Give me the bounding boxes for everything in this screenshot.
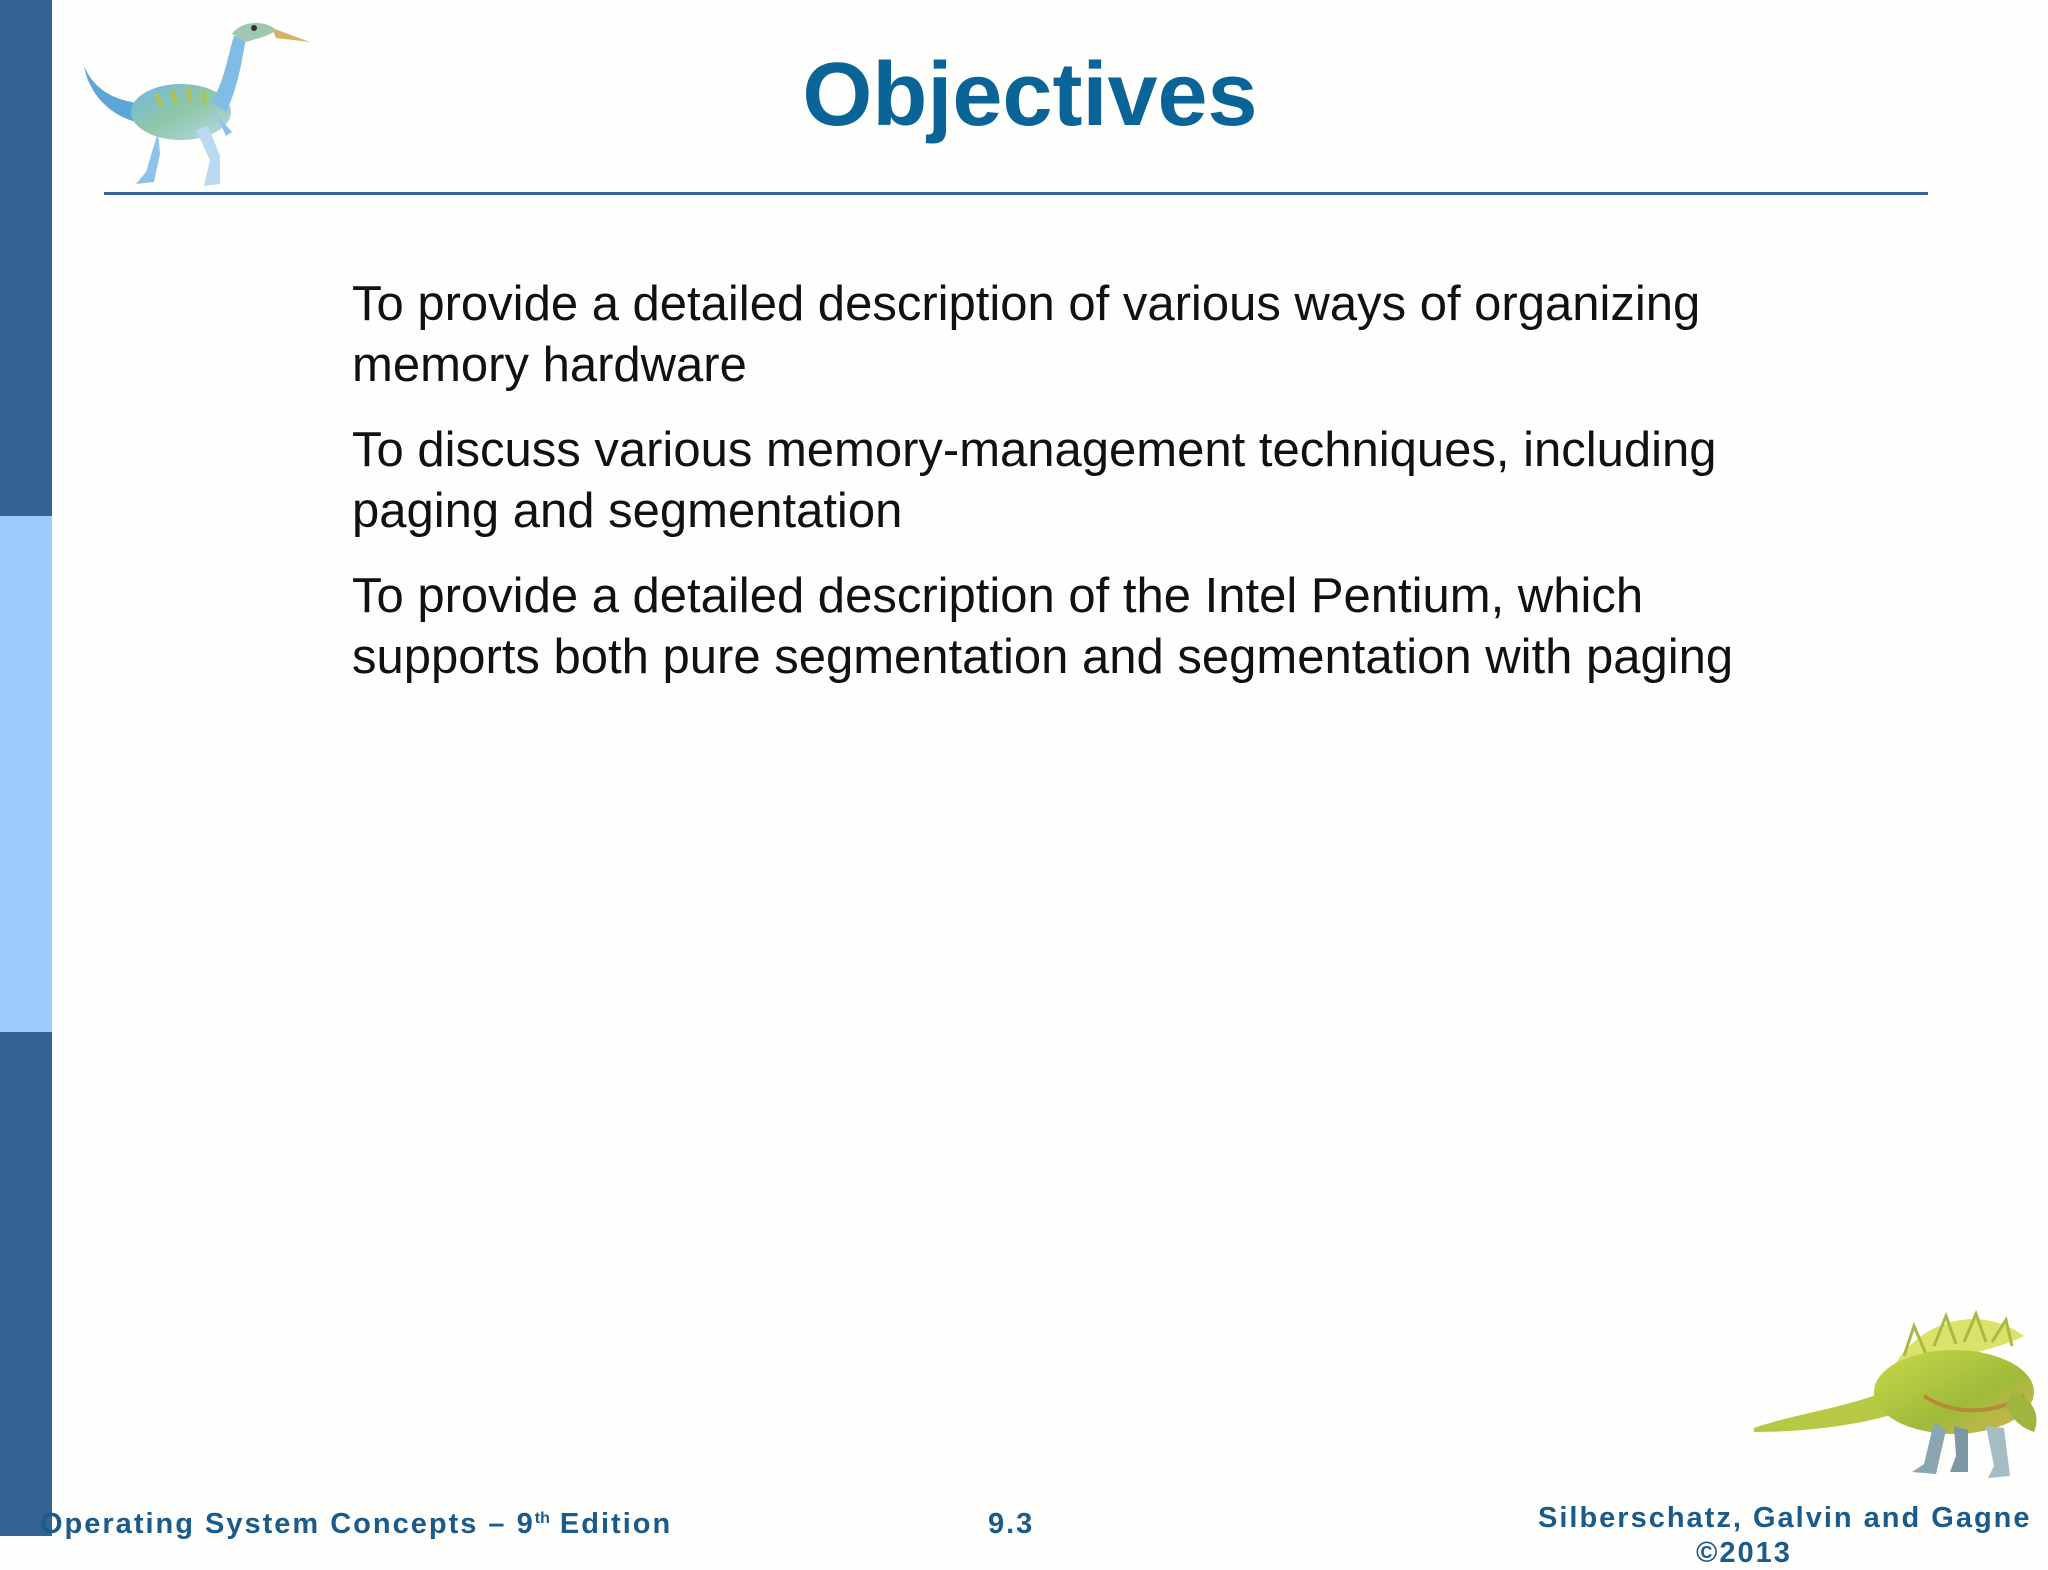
dinosaur-icon — [76, 14, 316, 190]
footer-copyright: ©2013 — [1696, 1537, 1792, 1569]
footer-authors — [1538, 1502, 2032, 1570]
sidebar-band-bottom — [0, 1032, 52, 1536]
list-item: To discuss various memory-management techniques, including paging and segmentation — [352, 423, 1717, 538]
objectives-list — [352, 274, 1752, 712]
sidebar-band-middle — [0, 516, 52, 1032]
page-title: Objectives — [802, 45, 1258, 145]
footer-book-title-prefix: Operating System Concepts – 9 — [40, 1508, 535, 1540]
title-divider — [104, 192, 1928, 195]
list-item: To provide a detailed description of various ways of organizing memory hardware — [352, 277, 1701, 392]
footer-book-title — [40, 1508, 672, 1541]
slide-number: 9.3 — [988, 1508, 1035, 1540]
footer-authors-names: Silberschatz, Galvin and Gagne — [1538, 1502, 2032, 1534]
stegosaurus-icon — [1754, 1296, 2044, 1496]
list-item: To provide a detailed description of the Intel Pentium, which supports both pure segmentation and segmentation with paging — [352, 569, 1734, 684]
sidebar-band-top — [0, 0, 52, 516]
footer-book-title-suffix: Edition — [549, 1508, 673, 1540]
footer-book-title-sup: th — [534, 1510, 550, 1527]
